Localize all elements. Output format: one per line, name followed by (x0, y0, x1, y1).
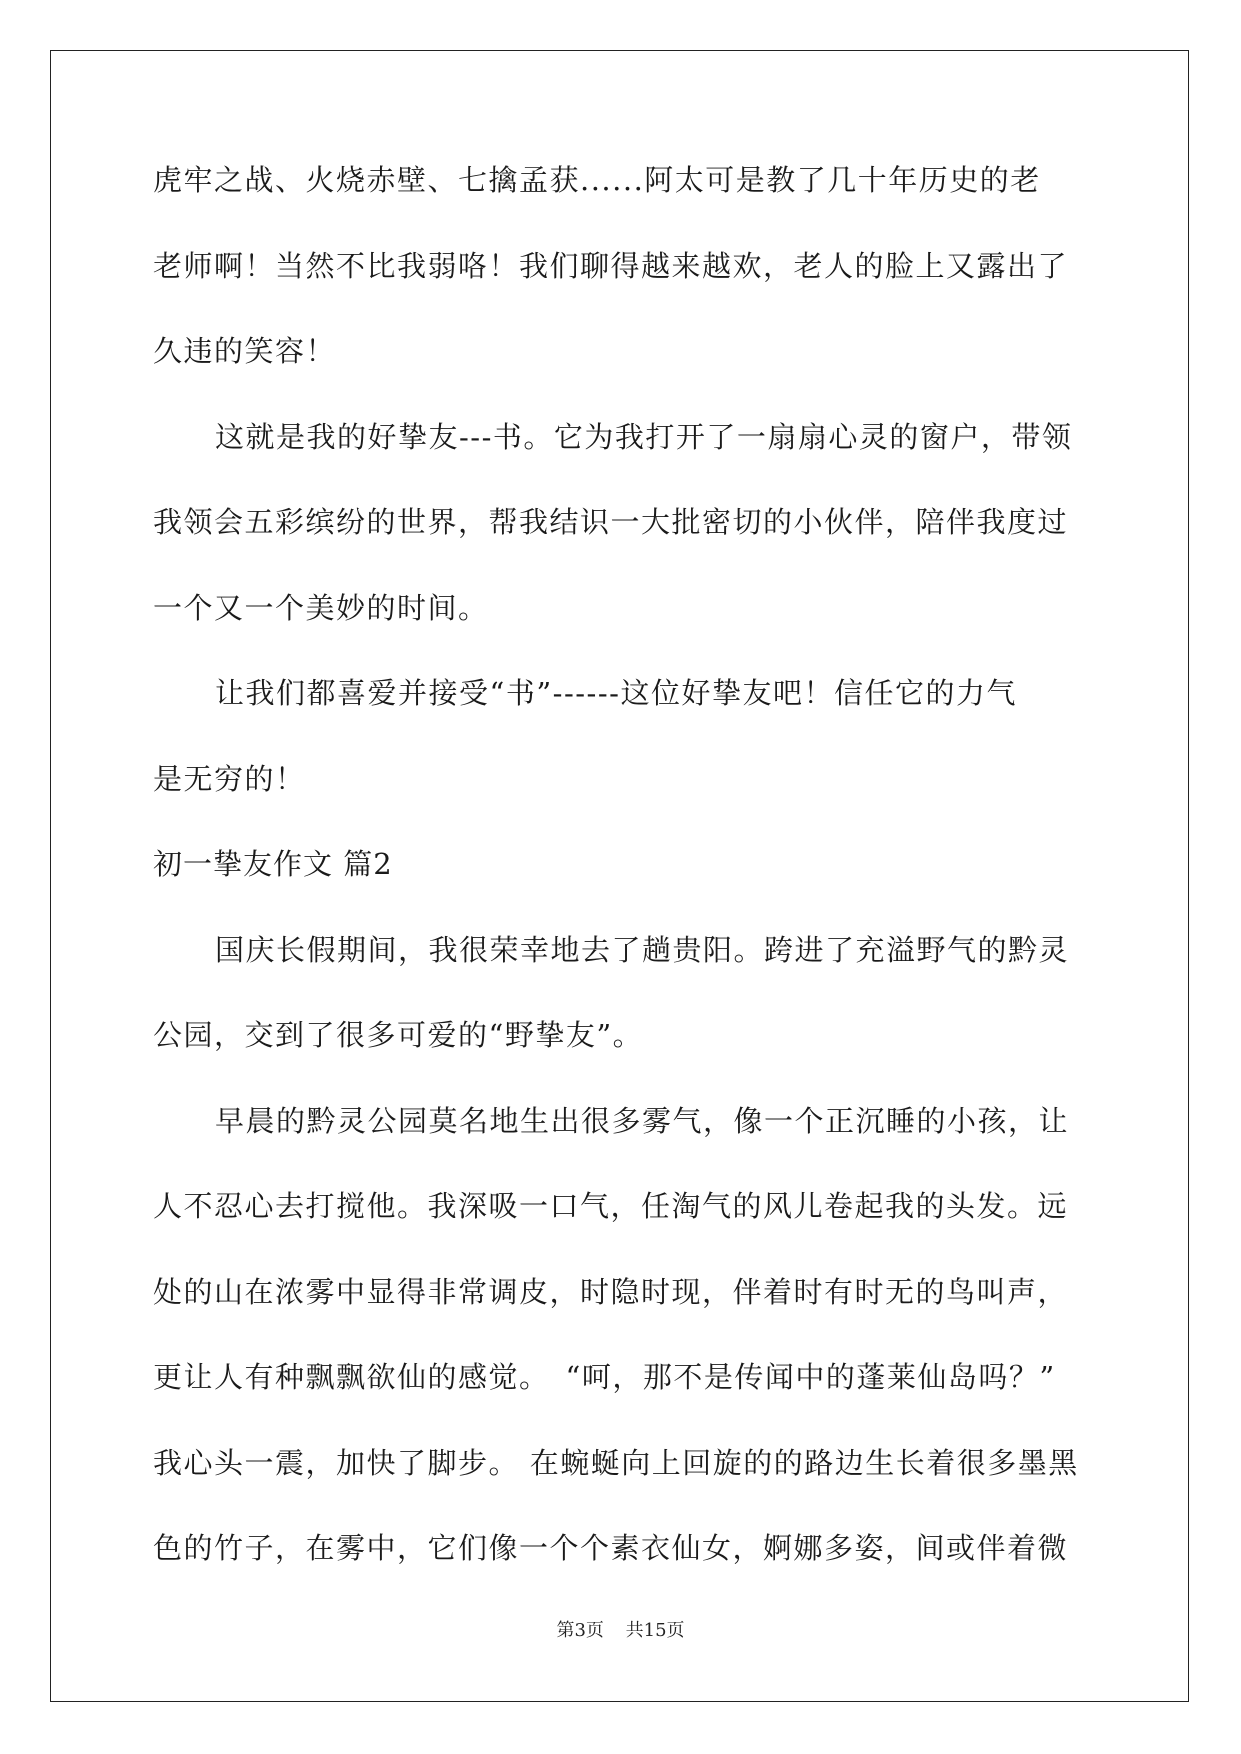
text-line: 一个又一个美妙的时间。 (153, 590, 489, 625)
text-line: 老师啊！当然不比我弱咯！我们聊得越来越欢，老人的脸上又露出了 (153, 248, 1069, 283)
text-line: 更让人有种飘飘欲仙的感觉。 “呵，那不是传闻中的蓬莱仙岛吗？” (153, 1360, 1056, 1394)
text-line: 是无穷的！ (153, 761, 306, 796)
page-footer (0, 1619, 1241, 1643)
paragraph-start-line: 让我们都喜爱并接受“书”------这位好挚友吧！信任它的力气 (215, 676, 1017, 710)
text-line: 处的山在浓雾中显得非常调皮，时隐时现，伴着时有时无的鸟叫声， (153, 1274, 1069, 1309)
paragraph-start-line: 国庆长假期间，我很荣幸地去了趟贵阳。跨进了充溢野气的黔灵 (215, 932, 1070, 967)
text-line: 久违的笑容！ (153, 334, 337, 368)
text-line: 色的竹子，在雾中，它们像一个个素衣仙女，婀娜多姿，间或伴着微 (153, 1531, 1069, 1565)
page-number: 第3页 (556, 1620, 604, 1641)
page-total: 共15页 (625, 1620, 685, 1641)
paragraph-start-line: 早晨的黔灵公园莫名地生出很多雾气，像一个正沉睡的小孩，让 (215, 1103, 1070, 1138)
text-line: 虎牢之战、火烧赤壁、七擒孟获......阿太可是教了几十年历史的老 (153, 163, 1041, 197)
text-line: 我领会五彩缤纷的世界，帮我结识一大批密切的小伙伴，陪伴我度过 (153, 505, 1069, 539)
section-heading: 初一挚友作文 篇2 (153, 847, 393, 881)
text-line: 公园，交到了很多可爱的“野挚友”。 (153, 1018, 644, 1052)
paragraph-start-line: 这就是我的好挚友---书。它为我打开了一扇扇心灵的窗户，带领 (215, 419, 1073, 454)
text-line: 人不忍心去打搅他。我深吸一口气，任淘气的风儿卷起我的头发。远 (153, 1189, 1069, 1223)
text-line: 我心头一震，加快了脚步。 在蜿蜒向上回旋的的路边生长着很多墨黑 (153, 1445, 1079, 1480)
document-body (153, 160, 1093, 1614)
